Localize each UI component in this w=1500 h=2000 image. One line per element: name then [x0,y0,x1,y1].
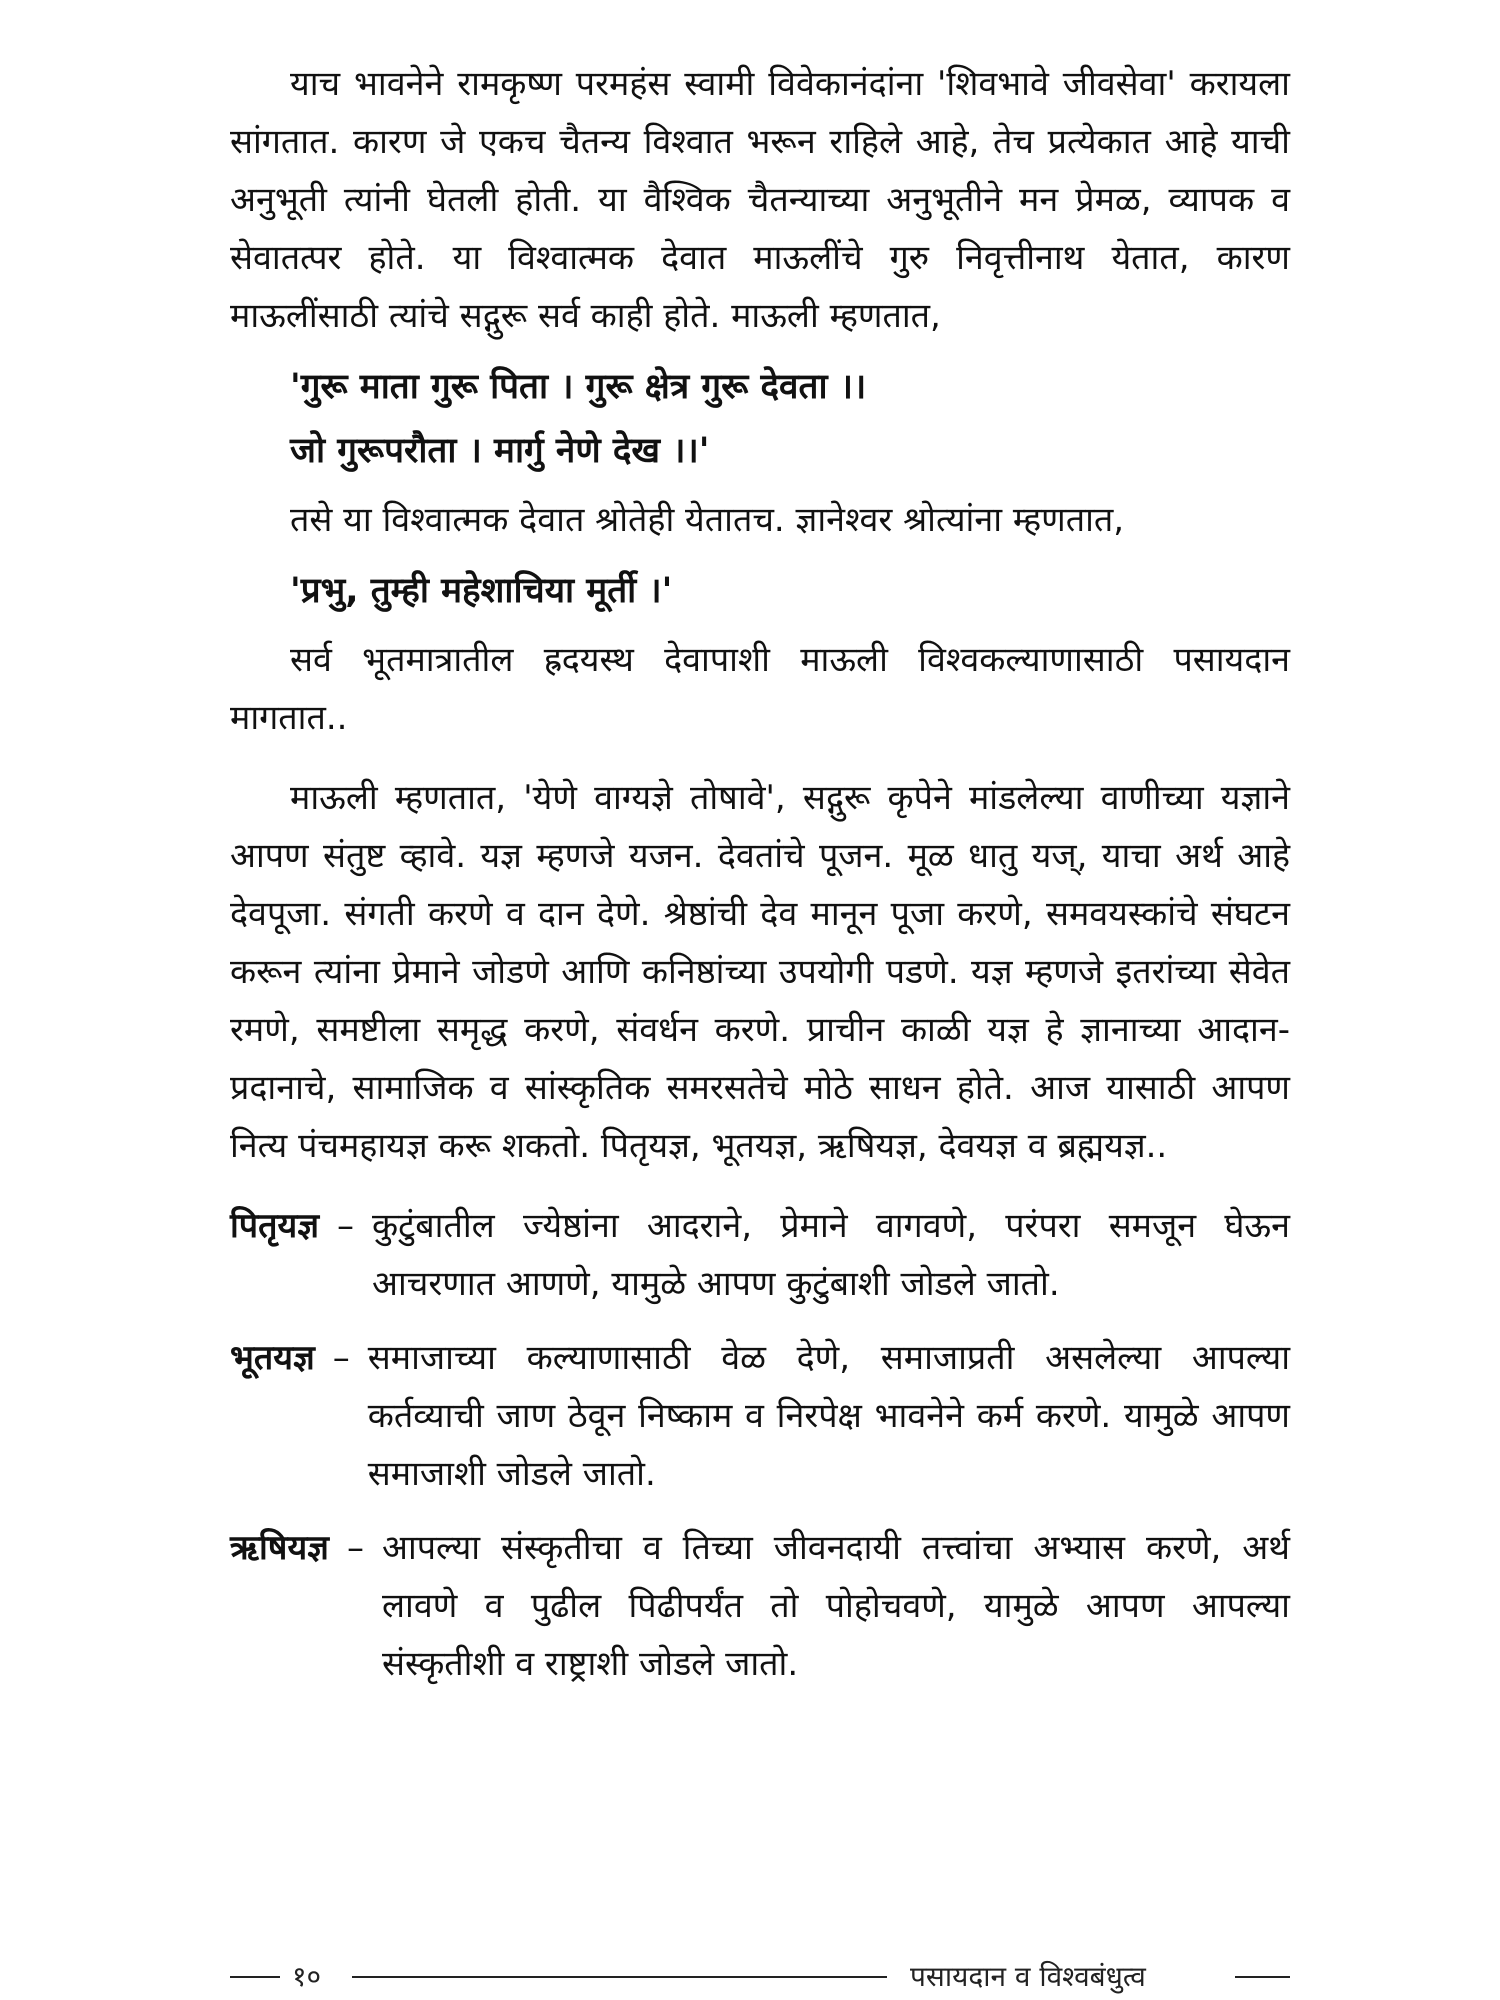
prabhu-verse-quote [230,559,1290,623]
page-number: १० [292,1960,322,1993]
glossary-dash: – [346,1528,364,1568]
glossary-item-rushiyadnya [230,1519,1290,1693]
glossary-term: ऋषियज्ञ [230,1528,329,1568]
paragraph-2: तसे या विश्वात्मक देवात श्रोतेही येतातच. ज्ञानेश्वर श्रोत्यांना म्हणतात, [290,500,1125,540]
guru-verse-quote [230,355,1290,483]
glossary-item-bhutayadnya [230,1329,1290,1503]
footer-rule-middle [352,1976,887,1978]
guru-verse-line-2: जो गुरूपरौता । मार्गु नेणे देख ।।' [290,431,710,471]
paragraph-1: याच भावनेने रामकृष्ण परमहंस स्वामी विवेकानंदांना 'शिवभावे जीवसेवा' करायला सांगतात. कारण जे एकच चैतन्य विश्वात भरून राहिले आहे, तेच प्रत्येकात आहे याची अनुभूती त्यांनी घेतली होती. या वैश्विक चैतन्याच्या अनुभूतीने मन प्रेमळ, व्यापक व सेवातत्पर होते. या विश्वात्मक देवात माऊलींचे गुरु निवृत्तीनाथ येतात, कारण माऊलींसाठी त्यांचे सद्गुरू सर्व काही होते. माऊली म्हणतात, [230,64,1290,336]
prabhu-verse-line: 'प्रभु, तुम्ही महेशाचिया मूर्ती ।' [290,571,673,611]
page-body [230,55,1290,1709]
glossary-term: पितृयज्ञ [230,1206,320,1246]
book-title: पसायदान व विश्वबंधुत्व [910,1960,1146,1993]
glossary-description: कुटुंबातील ज्येष्ठांना आदराने, प्रेमाने वागवणे, परंपरा समजून घेऊन आचरणात आणणे, यामुळे आपण कुटुंबाशी जोडले जातो. [372,1206,1290,1304]
glossary-item-pitruyadnya [230,1197,1290,1313]
glossary-description: समाजाच्या कल्याणासाठी वेळ देणे, समाजाप्रती असलेल्या आपल्या कर्तव्याची जाण ठेवून निष्काम व निरपेक्ष भावनेने कर्म करणे. यामुळे आपण समाजाशी जोडले जातो. [367,1338,1290,1494]
page-footer [230,1955,1290,1995]
glossary-description: आपल्या संस्कृतीचा व तिच्या जीवनदायी तत्त्वांचा अभ्यास करणे, अर्थ लावणे व पुढील पिढीपर्यंत तो पोहोचवणे, यामुळे आपण आपल्या संस्कृतीशी व राष्ट्राशी जोडले जातो. [381,1528,1290,1684]
glossary-term: भूतयज्ञ [230,1338,315,1378]
paragraph-3: सर्व भूतमात्रातील ह्रदयस्थ देवापाशी माऊली विश्वकल्याणासाठी पसायदान मागतात.. [230,640,1290,738]
paragraph-4: माऊली म्हणतात, 'येणे वाग्यज्ञे तोषावे', सद्गुरू कृपेने मांडलेल्या वाणीच्या यज्ञाने आपण संतुष्ट व्हावे. यज्ञ म्हणजे यजन. देवतांचे पूजन. मूळ धातु यज्, याचा अर्थ आहे देवपूजा. संगती करणे व दान देणे. श्रेष्ठांची देव मानून पूजा करणे, समवयस्कांचे संघटन करून त्यांना प्रेमाने जोडणे आणि कनिष्ठांच्या उपयोगी पडणे. यज्ञ म्हणजे इतरांच्या सेवेत रमणे, समष्टीला समृद्ध करणे, संवर्धन करणे. प्राचीन काळी यज्ञ हे ज्ञानाच्या आदान-प्रदानाचे, सामाजिक व सांस्कृतिक समरसतेचे मोठे साधन होते. आज यासाठी आपण नित्य पंचमहायज्ञ करू शकतो. पितृयज्ञ, भूतयज्ञ, ऋषियज्ञ, देवयज्ञ व ब्रह्मयज्ञ.. [230,778,1290,1166]
glossary-dash: – [337,1206,355,1246]
glossary-dash: – [332,1338,350,1378]
footer-rule-right [1235,1976,1290,1978]
guru-verse-line-1: 'गुरू माता गुरू पिता । गुरू क्षेत्र गुरू देवता ।। [290,367,867,407]
footer-rule-left [230,1976,280,1978]
